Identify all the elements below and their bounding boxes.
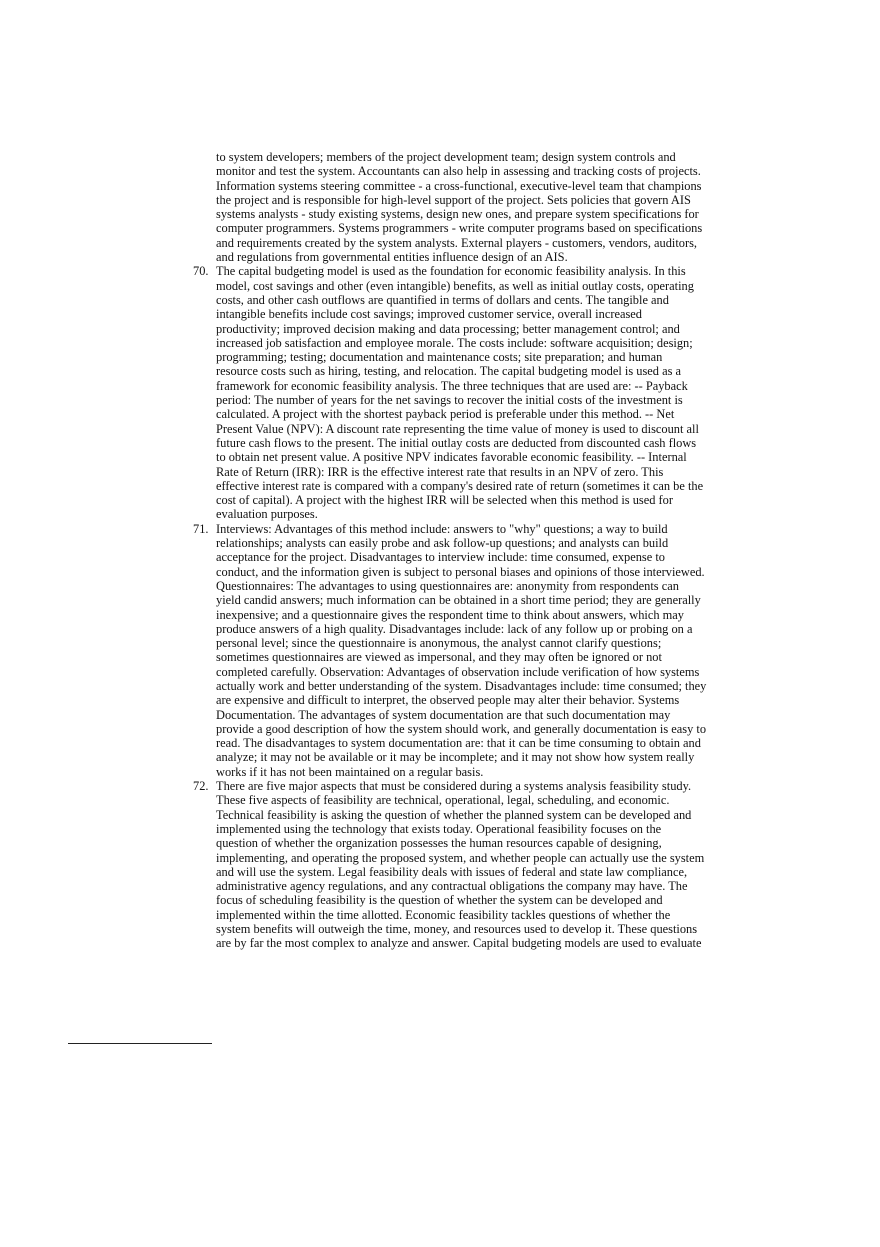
text-line: are expensive and difficult to interpret, the observed people may alter their behavior. Systems bbox=[216, 693, 680, 708]
text-line: read. The disadvantages to system documentation are: that it can be time consuming to obtain and bbox=[216, 736, 701, 751]
text-line: implemented within the time allotted. Economic feasibility tackles questions of whether the bbox=[216, 907, 671, 922]
text-line: evaluation purposes. bbox=[216, 507, 318, 522]
text-line: Present Value (NPV): A discount rate representing the time value of money is used to discount all bbox=[216, 421, 699, 436]
footnote-separator bbox=[68, 1043, 212, 1044]
numbered-answer-70 bbox=[193, 264, 716, 522]
text-line: administrative agency regulations, and any contractual obligations the company may have. The bbox=[216, 879, 688, 894]
text-line: system benefits will outweigh the time, money, and resources used to develop it. These questions bbox=[216, 922, 698, 937]
text-line: period: The number of years for the net savings to recover the initial costs of the investment is bbox=[216, 393, 683, 408]
text-line: conduct, and the information given is subject to personal biases and opinions of those interviewed. bbox=[216, 564, 705, 579]
text-line: productivity; improved decision making and data processing; better management control; and bbox=[216, 321, 680, 336]
text-line: question of whether the organization possesses the human resources capable of designing, bbox=[216, 836, 662, 851]
text-line: costs, and other cash outflows are quantified in terms of dollars and cents. The tangible and bbox=[216, 292, 669, 307]
text-line: framework for economic feasibility analysis. The three techniques that are used are: -- Payback bbox=[216, 378, 688, 393]
text-line: future cash flows to the present. The initial outlay costs are deducted from discounted cash flows bbox=[216, 435, 697, 450]
text-line: and regulations from governmental entities influence design of an AIS. bbox=[216, 250, 568, 265]
text-line: provide a good description of how the system should work, and generally documentation is easy to bbox=[216, 721, 707, 736]
text-line: actually work and better understanding of the system. Disadvantages include: time consumed; they bbox=[216, 678, 707, 693]
text-line: Rate of Return (IRR): IRR is the effective interest rate that results in an NPV of zero. This bbox=[216, 464, 664, 479]
text-line: effective interest rate is compared with a company's desired rate of return (sometimes it can be the bbox=[216, 478, 704, 493]
text-line: sometimes questionnaires are viewed as impersonal, and they may often be ignored or not bbox=[216, 650, 662, 665]
text-line: to system developers; members of the project development team; design system controls and bbox=[216, 150, 676, 164]
text-line: produce answers of a high quality. Disadvantages include: lack of any follow up or probing on a bbox=[216, 621, 693, 636]
text-line: The capital budgeting model is used as the foundation for economic feasibility analysis. In this bbox=[216, 264, 686, 279]
text-line: model, cost savings and other (even intangible) benefits, as well as initial outlay costs, operating bbox=[216, 278, 694, 293]
text-line: focus of scheduling feasibility is the question of whether the system can be developed and bbox=[216, 893, 663, 908]
text-line: to obtain net present value. A positive NPV indicates favorable economic feasibility. -- Internal bbox=[216, 450, 687, 465]
text-line: monitor and test the system. Accountants can also help in assessing and tracking costs of projects. bbox=[216, 164, 701, 179]
text-line: Documentation. The advantages of system documentation are that such documentation may bbox=[216, 707, 671, 722]
text-line: Information systems steering committee - a cross-functional, executive-level team that champions bbox=[216, 178, 702, 193]
text-line: and will use the system. Legal feasibility deals with issues of federal and state law compliance, bbox=[216, 864, 688, 879]
text-line: There are five major aspects that must be considered during a systems analysis feasibility study. bbox=[216, 779, 692, 794]
item-number: 72. bbox=[193, 779, 209, 794]
text-line: personal level; since the questionnaire is anonymous, the analyst cannot clarify questions; bbox=[216, 636, 662, 651]
document-body bbox=[193, 150, 716, 951]
text-line: resource costs such as hiring, testing, and relocation. The capital budgeting model is used as a bbox=[216, 364, 681, 379]
text-line: implemented using the technology that exists today. Operational feasibility focuses on the bbox=[216, 821, 662, 836]
text-line: relationships; analysts can easily probe and ask follow-up questions; and analysts can build bbox=[216, 536, 669, 551]
text-line: Technical feasibility is asking the question of whether the planned system can be developed and bbox=[216, 807, 692, 822]
text-line: completed carefully. Observation: Advantages of observation include verification of how systems bbox=[216, 664, 700, 679]
text-line: cost of capital). A project with the highest IRR will be selected when this method is used for bbox=[216, 493, 673, 508]
text-line: increased job satisfaction and employee morale. The costs include: software acquisition; design; bbox=[216, 335, 693, 350]
continued-paragraph bbox=[216, 150, 716, 264]
text-line: calculated. A project with the shortest payback period is preferable under this method. -- Net bbox=[216, 407, 675, 422]
text-line: Interviews: Advantages of this method include: answers to "why" questions; a way to build bbox=[216, 521, 668, 536]
text-line: works if it has not been maintained on a regular basis. bbox=[216, 764, 484, 779]
text-line: systems analysts - study existing systems, design new ones, and prepare system specifications for bbox=[216, 207, 699, 222]
text-line: These five aspects of feasibility are technical, operational, legal, scheduling, and economic. bbox=[216, 793, 670, 808]
item-number: 70. bbox=[193, 264, 209, 279]
text-line: intangible benefits include cost savings; improved customer service, overall increased bbox=[216, 307, 642, 322]
numbered-answer-72 bbox=[193, 779, 716, 951]
text-line: the project and is responsible for high-level support of the project. Sets policies that govern AIS bbox=[216, 192, 691, 207]
text-line: inexpensive; and a questionnaire gives the respondent time to think about answers, which may bbox=[216, 607, 684, 622]
text-line: acceptance for the project. Disadvantages to interview include: time consumed, expense to bbox=[216, 550, 665, 565]
text-line: yield candid answers; much information can be obtained in a short time period; they are generally bbox=[216, 593, 701, 608]
text-line: analyze; it may not be available or it may be incomplete; and it may not show how system really bbox=[216, 750, 695, 765]
text-line: and requirements created by the system analysts. External players - customers, vendors, auditors, bbox=[216, 235, 698, 250]
text-line: computer programmers. Systems programmers - write computer programs based on specifications bbox=[216, 221, 703, 236]
text-line: Questionnaires: The advantages to using questionnaires are: anonymity from respondents can bbox=[216, 578, 679, 593]
text-line: are by far the most complex to analyze and answer. Capital budgeting models are used to evaluate bbox=[216, 936, 702, 951]
item-number: 71. bbox=[193, 521, 209, 536]
text-line: programming; testing; documentation and maintenance costs; site preparation; and human bbox=[216, 350, 663, 365]
text-line: implementing, and operating the proposed system, and whether people can actually use the system bbox=[216, 850, 705, 865]
numbered-answer-71 bbox=[193, 521, 716, 779]
